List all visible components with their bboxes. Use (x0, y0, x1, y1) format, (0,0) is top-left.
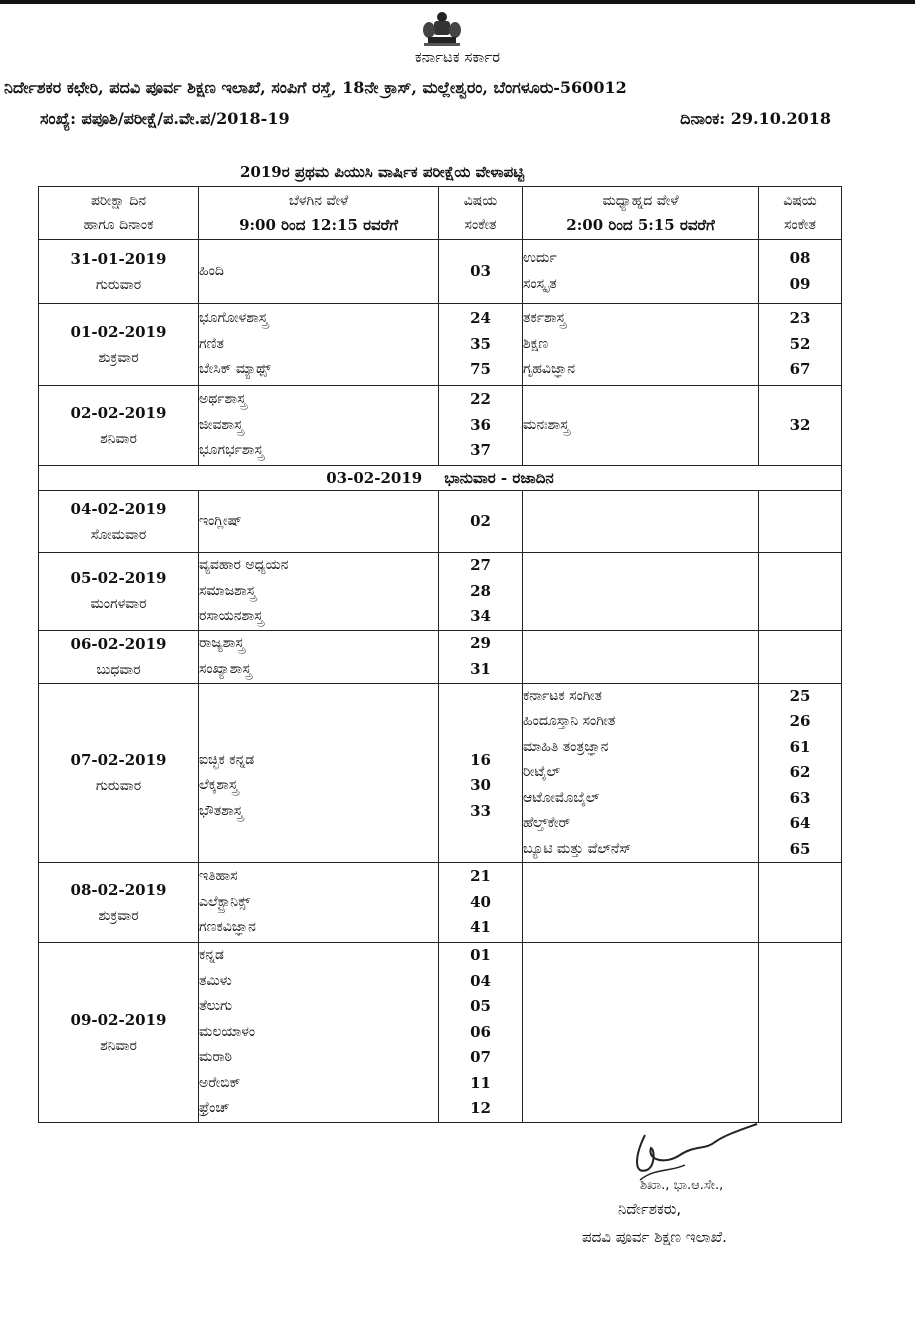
header-morning-code: ವಿಷಯ ಸಂಕೇತ (439, 187, 523, 240)
exam-weekday: ಗುರುವಾರ (95, 777, 142, 794)
morning-subject-code: 27 (470, 556, 491, 574)
morning-subject: ವ್ಯವಹಾರ ಅಧ್ಯಯನ (199, 557, 289, 573)
morning-subject: ಬೇಸಿಕ್ ಮ್ಯಾಥ್ಸ್ (199, 361, 271, 378)
afternoon-subjects-cell (523, 553, 759, 631)
morning-codes-cell (439, 240, 523, 304)
office-address: ನಿರ್ದೇಶಕರ ಕಛೇರಿ, ಪದವಿ ಪೂರ್ವ ಶಿಕ್ಷಣ ಇಲಾಖೆ, ಸಂಪಿಗೆ ರಸ್ತೆ, 18ನೇ ಕ್ರಾಸ್, ಮಲ್ಲೇಶ್ವರಂ, ಬೆಂಗಳೂರು-560012 (4, 78, 627, 97)
afternoon-subject: ಹೆಲ್ತ್‌ಕೇರ್ (523, 815, 571, 831)
morning-codes-cell (439, 304, 523, 386)
afternoon-subject-code: 67 (789, 360, 811, 379)
signatory-title: ನಿರ್ದೇಶಕರು, (618, 1200, 682, 1218)
morning-subject-code: 05 (470, 997, 491, 1016)
morning-subject: ರಾಜ್ಯಶಾಸ್ತ್ರ (199, 635, 245, 651)
holiday-cell (39, 466, 842, 491)
afternoon-codes-cell (759, 863, 842, 943)
holiday-label: ಭಾನುವಾರ - ರಜಾದಿನ (444, 469, 554, 487)
table-row (39, 683, 842, 863)
afternoon-subjects-cell (523, 386, 759, 466)
morning-subject: ಅರೇಬಿಕ್ (199, 1074, 241, 1091)
afternoon-subject: ಮಾಹಿತಿ ತಂತ್ರಜ್ಞಾನ (523, 738, 609, 755)
morning-subject-code: 11 (470, 1073, 491, 1092)
morning-subject: ತೆಲುಗು (199, 998, 233, 1015)
morning-subject: ಅರ್ಥಶಾಸ್ತ್ರ (199, 391, 247, 408)
table-row (39, 304, 842, 386)
afternoon-subject: ಗೃಹವಿಜ್ಞಾನ (523, 361, 576, 378)
morning-subject-code: 21 (470, 867, 491, 886)
morning-subjects-cell (199, 553, 439, 631)
afternoon-subjects-cell (523, 943, 759, 1123)
exam-weekday: ಸೋಮವಾರ (90, 526, 147, 543)
top-border (0, 0, 915, 4)
exam-date-cell (39, 240, 199, 304)
afternoon-subject: ಮನಃಶಾಸ್ತ್ರ (523, 416, 570, 433)
morning-subjects-cell (199, 240, 439, 304)
morning-subjects-cell (199, 304, 439, 386)
exam-date-cell (39, 863, 199, 943)
exam-date: 04-02-2019 (70, 499, 167, 518)
afternoon-subjects-cell (523, 683, 759, 863)
table-row (39, 240, 842, 304)
morning-subject-code: 75 (470, 360, 491, 379)
afternoon-subject: ಹಿಂದೂಸ್ತಾನಿ ಸಂಗೀತ (523, 713, 616, 729)
morning-subject-code: 01 (470, 946, 491, 965)
exam-date-cell (39, 386, 199, 466)
afternoon-subjects-cell (523, 630, 759, 683)
morning-subject: ರಸಾಯನಶಾಸ್ತ್ರ (199, 608, 264, 624)
morning-subject: ಮರಾಠಿ (199, 1049, 233, 1066)
afternoon-subject: ಶಿಕ್ಷಣ (523, 335, 549, 352)
table-row (39, 863, 842, 943)
afternoon-codes-cell (759, 683, 842, 863)
morning-subject-code: 37 (470, 441, 491, 460)
morning-subject: ಜೀವಶಾಸ್ತ್ರ (199, 416, 244, 433)
document-date: ದಿನಾಂಕ: 29.10.2018 (680, 109, 831, 128)
signatory-name: ಶಿಖಾ., ಭಾ.ಆ.ಸೇ., (640, 1178, 724, 1193)
afternoon-subject-code: 26 (789, 712, 811, 730)
morning-subjects-cell (199, 683, 439, 863)
table-row (39, 943, 842, 1123)
afternoon-codes-cell (759, 630, 842, 683)
afternoon-codes-cell (759, 943, 842, 1123)
morning-subject-code: 04 (470, 971, 491, 990)
exam-timetable (38, 186, 842, 1123)
exam-weekday: ಶನಿವಾರ (100, 1037, 137, 1054)
morning-subject-code: 35 (470, 334, 491, 353)
government-title: ಕರ್ನಾಟಕ ಸರ್ಕಾರ (414, 48, 501, 66)
morning-codes-cell (439, 386, 523, 466)
exam-date-cell (39, 553, 199, 631)
afternoon-subject: ಉರ್ದು (523, 250, 557, 266)
exam-weekday: ಗುರುವಾರ (95, 276, 142, 293)
morning-codes-cell (439, 553, 523, 631)
exam-date-cell (39, 630, 199, 683)
holiday-row (39, 466, 842, 491)
afternoon-codes-cell (759, 240, 842, 304)
morning-subject-code: 34 (470, 607, 491, 625)
morning-subject: ಸಮಾಜಶಾಸ್ತ್ರ (199, 582, 256, 599)
morning-subject: ಕನ್ನಡ (199, 947, 224, 964)
morning-subjects-cell (199, 386, 439, 466)
exam-date-cell (39, 304, 199, 386)
afternoon-subject: ಕರ್ನಾಟಕ ಸಂಗೀತ (523, 687, 602, 704)
afternoon-subject: ಸಂಸ್ಕೃತ (523, 275, 557, 292)
morning-subject: ಇಂಗ್ಲೀಷ್ (199, 512, 242, 529)
exam-date: 01-02-2019 (70, 322, 167, 341)
afternoon-subject-code: 65 (789, 839, 811, 858)
morning-subject: ಐಚ್ಛಿಕ ಕನ್ನಡ (199, 751, 255, 768)
reference-number: ಸಂಖ್ಯೆ: ಪಪೂಶಿ/ಪರೀಕ್ಷೆ/ಪ.ವೇ.ಪ/2018-19 (40, 109, 290, 128)
morning-subject: ಫ್ರೆಂಚ್ (199, 1100, 230, 1117)
morning-subjects-cell (199, 863, 439, 943)
header-morning-session: ಬೆಳಗಿನ ವೇಳೆ 9:00 ರಿಂದ 12:15 ರವರೆಗೆ (199, 187, 439, 240)
morning-subject-code: 22 (470, 390, 491, 409)
afternoon-subject: ರೀಟೈಲ್ (523, 764, 561, 780)
exam-date: 05-02-2019 (70, 569, 167, 588)
morning-subject-code: 31 (470, 659, 491, 678)
afternoon-subjects-cell (523, 863, 759, 943)
morning-codes-cell (439, 630, 523, 683)
morning-subject: ಭೂಗರ್ಭಶಾಸ್ತ್ರ (199, 442, 264, 459)
exam-weekday: ಶುಕ್ರವಾರ (98, 907, 139, 924)
morning-subject: ಇತಿಹಾಸ (199, 868, 238, 885)
morning-subject-code: 16 (470, 750, 491, 769)
exam-date: 06-02-2019 (70, 634, 167, 653)
afternoon-codes-cell (759, 386, 842, 466)
morning-subject: ಮಲಯಾಳಂ (199, 1023, 256, 1040)
morning-subject: ಎಲೆಕ್ಟ್ರಾನಿಕ್ಸ್ (199, 893, 251, 910)
header-afternoon-code: ವಿಷಯ ಸಂಕೇತ (759, 187, 842, 240)
table-row (39, 630, 842, 683)
morning-subject-code: 02 (470, 511, 491, 530)
morning-subject: ತಮಿಳು (199, 972, 232, 989)
morning-subject-code: 03 (470, 261, 491, 280)
table-row (39, 553, 842, 631)
exam-date: 09-02-2019 (70, 1010, 167, 1029)
afternoon-codes-cell (759, 304, 842, 386)
exam-date: 02-02-2019 (70, 403, 167, 422)
exam-date: 07-02-2019 (70, 750, 167, 769)
afternoon-subject-code: 63 (789, 788, 811, 807)
morning-subject-code: 07 (470, 1048, 491, 1067)
morning-subjects-cell (199, 630, 439, 683)
signatory-department: ಪದವಿ ಪೂರ್ವ ಶಿಕ್ಷಣ ಇಲಾಖೆ. (582, 1228, 727, 1246)
exam-date-cell (39, 491, 199, 553)
morning-codes-cell (439, 491, 523, 553)
afternoon-codes-cell (759, 553, 842, 631)
state-emblem-icon (420, 8, 464, 48)
afternoon-subject: ತರ್ಕಶಾಸ್ತ್ರ (523, 310, 566, 327)
morning-subject-code: 33 (470, 801, 491, 820)
exam-date-cell (39, 943, 199, 1123)
afternoon-subjects-cell (523, 240, 759, 304)
morning-subject-code: 41 (470, 918, 491, 937)
morning-subject: ಗಣಕವಿಜ್ಞಾನ (199, 919, 256, 936)
morning-codes-cell (439, 943, 523, 1123)
table-row (39, 491, 842, 553)
exam-weekday: ಶುಕ್ರವಾರ (98, 349, 139, 366)
afternoon-subject-code: 08 (789, 249, 811, 267)
morning-subject-code: 06 (470, 1022, 491, 1041)
exam-date: 08-02-2019 (70, 880, 167, 899)
morning-subject-code: 29 (470, 634, 491, 652)
afternoon-subject-code: 62 (789, 763, 811, 781)
table-header-row (39, 187, 842, 240)
afternoon-subject-code: 23 (789, 309, 811, 328)
morning-subject-code: 12 (470, 1099, 491, 1118)
afternoon-subject-code: 52 (789, 334, 811, 353)
holiday-date: 03-02-2019 (326, 469, 423, 487)
morning-subject-code: 30 (470, 776, 491, 794)
morning-subject: ಭೌತಶಾಸ್ತ್ರ (199, 802, 243, 819)
table-row (39, 386, 842, 466)
morning-subject: ಹಿಂದಿ (199, 262, 224, 279)
exam-date-cell (39, 683, 199, 863)
afternoon-subjects-cell (523, 491, 759, 553)
exam-weekday: ಶನಿವಾರ (100, 430, 137, 447)
afternoon-subject-code: 64 (789, 814, 811, 832)
morning-subject-code: 28 (470, 581, 491, 600)
afternoon-subject: ಆಟೋಮೊಬೈಲ್ (523, 789, 600, 806)
timetable-title: 2019ರ ಪ್ರಥಮ ಪಿಯುಸಿ ವಾರ್ಷಿಕ ಪರೀಕ್ಷೆಯ ವೇಳಾಪಟ್ಟಿ (240, 163, 525, 181)
morning-subject-code: 40 (470, 892, 491, 911)
exam-weekday: ಬುಧವಾರ (96, 661, 141, 678)
afternoon-subjects-cell (523, 304, 759, 386)
morning-subject: ಸಂಖ್ಯಾಶಾಸ್ತ್ರ (199, 660, 252, 677)
morning-codes-cell (439, 863, 523, 943)
header-afternoon-session: ಮಧ್ಯಾಹ್ನದ ವೇಳೆ 2:00 ರಿಂದ 5:15 ರವರೆಗೆ (523, 187, 759, 240)
header-exam-day: ಪರೀಕ್ಷಾ ದಿನ ಹಾಗೂ ದಿನಾಂಕ (39, 187, 199, 240)
afternoon-subject-code: 09 (789, 274, 811, 293)
morning-subject-code: 36 (470, 415, 491, 434)
morning-subjects-cell (199, 943, 439, 1123)
afternoon-subject-code: 25 (789, 686, 811, 705)
morning-subject-code: 24 (470, 309, 491, 328)
morning-subjects-cell (199, 491, 439, 553)
morning-codes-cell (439, 683, 523, 863)
afternoon-subject: ಬ್ಯೂಟಿ ಮತ್ತು ವೆಲ್‌ನೆಸ್ (523, 840, 632, 857)
morning-subject: ಲೆಕ್ಕಶಾಸ್ತ್ರ (199, 777, 238, 793)
afternoon-subject-code: 32 (789, 415, 811, 434)
exam-weekday: ಮಂಗಳವಾರ (90, 596, 147, 613)
afternoon-codes-cell (759, 491, 842, 553)
morning-subject: ಭೂಗೋಳಶಾಸ್ತ್ರ (199, 310, 268, 327)
afternoon-subject-code: 61 (789, 737, 811, 756)
exam-date: 31-01-2019 (70, 249, 167, 268)
morning-subject: ಗಣಿತ (199, 335, 224, 352)
